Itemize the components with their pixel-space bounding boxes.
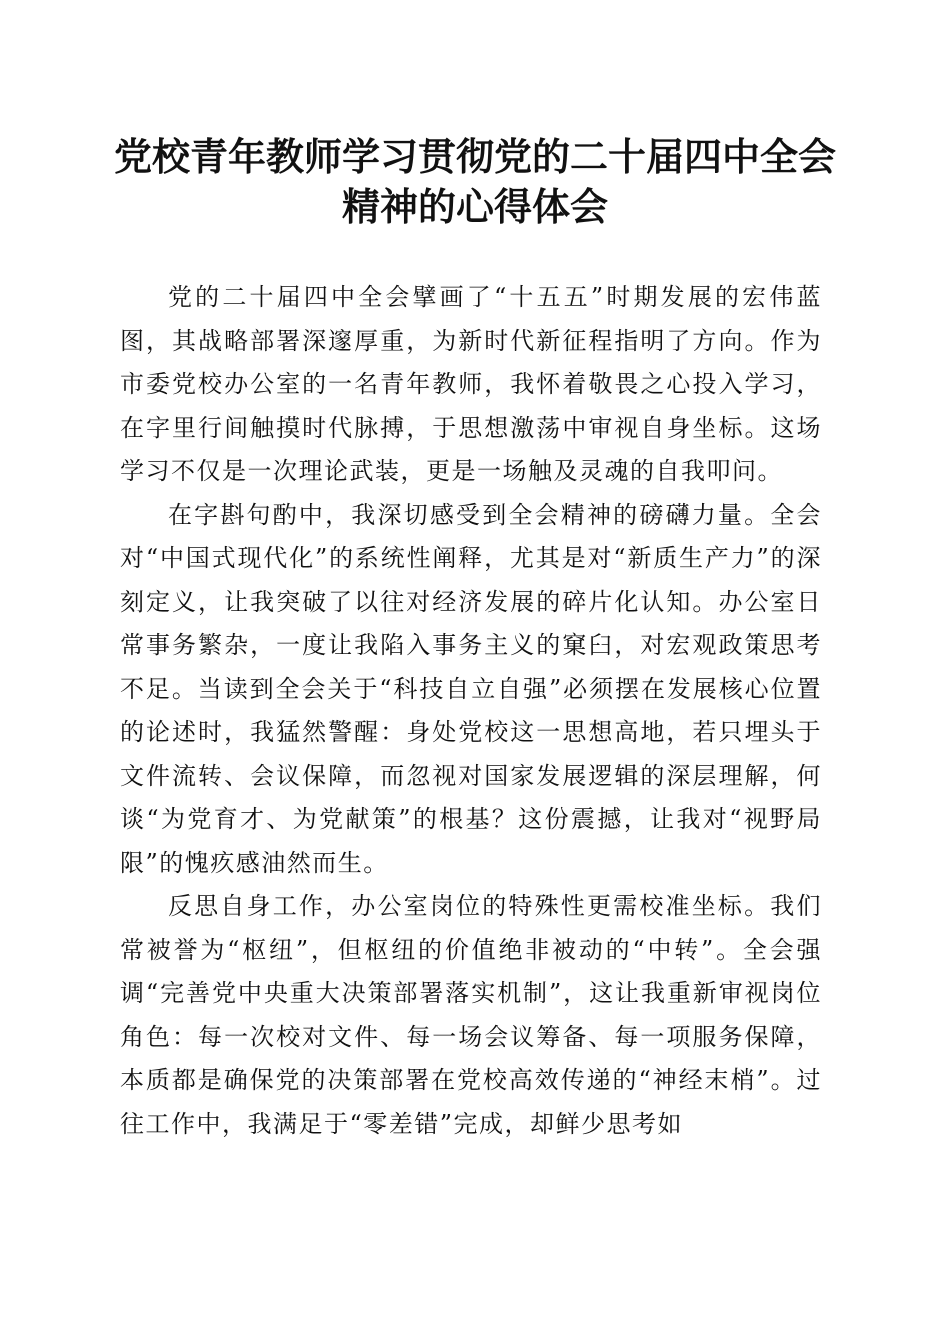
paragraph-2: 在字斟句酌中，我深切感受到全会精神的磅礴力量。全会对“中国式现代化”的系统性阐释，尤其是对“新质生产力”的深刻定义，让我突破了以往对经济发展的碎片化认知。办公室日常事务繁杂，一度让我陷入事务主义的窠臼，对宏观政策思考不足。当读到全会关于“科技自立自强”必须摆在发展核心位置的论述时，我猛然警醒：身处党校这一思想高地，若只埋头于文件流转、会议保障，而忽视对国家发展逻辑的深层理解，何谈“为党育才、为党献策”的根基？这份震撼，让我对“视野局限”的愧疚感油然而生。 xyxy=(120,500,822,877)
paragraph-1: 党的二十届四中全会擘画了“十五五”时期发展的宏伟蓝图，其战略部署深邃厚重，为新时代新征程指明了方向。作为市委党校办公室的一名青年教师，我怀着敬畏之心投入学习，在字里行间触摸时代脉搏，于思想激荡中审视自身坐标。这场学习不仅是一次理论武装，更是一场触及灵魂的自我叩问。 xyxy=(120,283,822,485)
document-body xyxy=(120,276,822,1146)
document-title: 党校青年教师学习贯彻党的二十届四中全会精神的心得体会 xyxy=(113,134,836,229)
paragraph-3: 反思自身工作，办公室岗位的特殊性更需校准坐标。我们常被誉为“枢纽”，但枢纽的价值绝非被动的“中转”。全会强调“完善党中央重大决策部署落实机制”，这让我重新审视岗位角色：每一次校对文件、每一场会议筹备、每一项服务保障，本质都是确保党的决策部署在党校高效传递的“神经末梢”。过往工作中，我满足于“零差错”完成，却鲜少思考如 xyxy=(120,892,822,1138)
